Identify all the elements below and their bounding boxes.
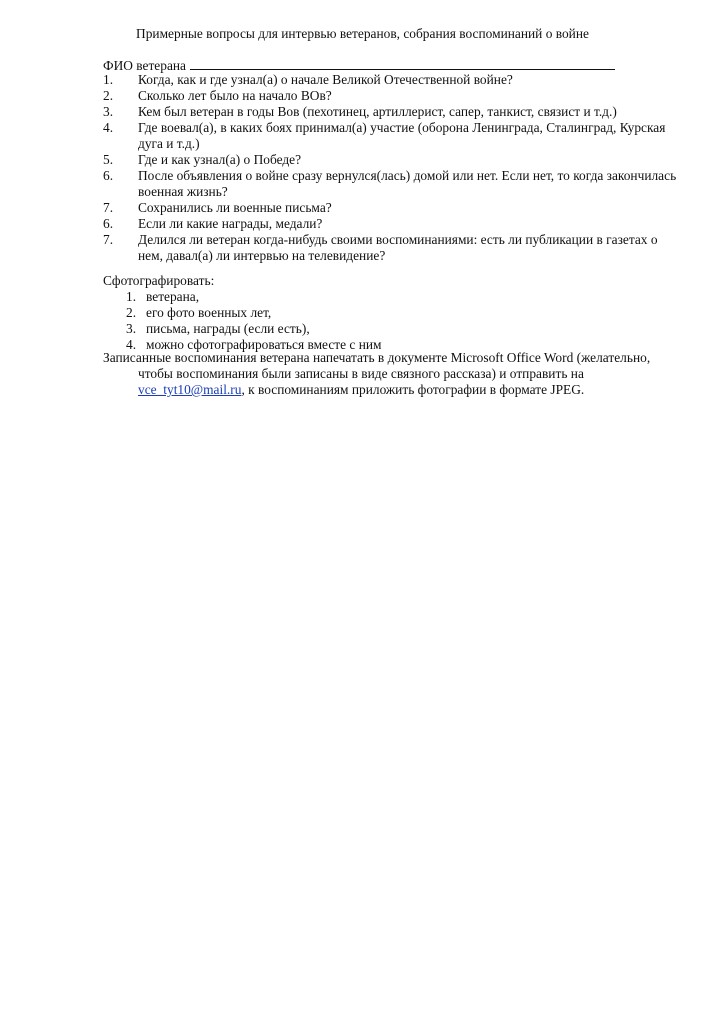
photo-item bbox=[126, 289, 526, 305]
photo-item-number: 1. bbox=[126, 289, 137, 304]
question-text: После объявления о войне сразу вернулся(лась) домой или нет. Если нет, то когда закончилась военная жизнь? bbox=[138, 168, 677, 199]
question-item bbox=[103, 216, 683, 232]
question-number: 2. bbox=[103, 88, 114, 103]
question-text: Где и как узнал(а) о Победе? bbox=[138, 152, 302, 167]
question-item bbox=[103, 232, 683, 264]
question-number: 6. bbox=[103, 216, 114, 231]
question-text: Если ли какие награды, медали? bbox=[138, 216, 323, 231]
question-item bbox=[103, 200, 683, 216]
photo-item-text: письма, награды (если есть), bbox=[146, 321, 310, 336]
instructions-line-2: чтобы воспоминания были записаны в виде связного рассказа) и отправить на bbox=[138, 366, 584, 381]
question-number: 6. bbox=[103, 168, 114, 183]
fio-label: ФИО ветерана bbox=[103, 58, 186, 73]
photo-list bbox=[126, 289, 526, 353]
question-text: Сколько лет было на начало ВОв? bbox=[138, 88, 332, 103]
photo-item bbox=[126, 321, 526, 337]
question-number: 7. bbox=[103, 200, 114, 215]
question-item bbox=[103, 152, 683, 168]
submission-instructions bbox=[103, 350, 683, 398]
question-text: Когда, как и где узнал(а) о начале Великой Отечественной войне? bbox=[138, 72, 513, 87]
email-link[interactable]: vce_tyt10@mail.ru bbox=[138, 382, 242, 397]
question-number: 1. bbox=[103, 72, 114, 87]
question-item bbox=[103, 120, 683, 152]
photo-item-number: 3. bbox=[126, 321, 137, 336]
question-text: Делился ли ветеран когда-нибудь своими воспоминаниями: есть ли публикации в газетах о нем, давал(а) ли интервью на телевидение? bbox=[138, 232, 658, 263]
photo-item bbox=[126, 305, 526, 321]
question-number: 4. bbox=[103, 120, 114, 135]
question-number: 7. bbox=[103, 232, 114, 247]
photo-item-number: 4. bbox=[126, 337, 137, 352]
document-title: Примерные вопросы для интервью ветеранов, собрания воспоминаний о войне bbox=[136, 26, 589, 41]
question-number: 3. bbox=[103, 104, 114, 119]
fio-blank-line bbox=[190, 57, 615, 70]
question-item bbox=[103, 168, 683, 200]
question-item bbox=[103, 72, 683, 88]
instructions-line-3-text: , к воспоминаниям приложить фотографии в формате JPEG. bbox=[241, 382, 585, 397]
question-item bbox=[103, 88, 683, 104]
question-text: Сохранились ли военные письма? bbox=[138, 200, 332, 215]
questions-list bbox=[103, 72, 683, 264]
question-text: Кем был ветеран в годы Вов (пехотинец, артиллерист, сапер, танкист, связист и т.д.) bbox=[138, 104, 617, 119]
photo-item-text: ветерана, bbox=[146, 289, 200, 304]
photo-item-text: можно сфотографироваться вместе с ним bbox=[146, 337, 382, 352]
question-number: 5. bbox=[103, 152, 114, 167]
photo-item-text: его фото военных лет, bbox=[146, 305, 272, 320]
instructions-line-3 bbox=[103, 382, 683, 398]
photo-heading: Сфотографировать: bbox=[103, 273, 215, 288]
question-text: Где воевал(а), в каких боях принимал(а) участие (оборона Ленинграда, Сталинград, Курская дуга и т.д.) bbox=[138, 120, 666, 151]
photo-item-number: 2. bbox=[126, 305, 137, 320]
instructions-line-1: Записанные воспоминания ветерана напечатать в документе Microsoft Office Word (желательно, bbox=[103, 350, 651, 365]
question-item bbox=[103, 104, 683, 120]
